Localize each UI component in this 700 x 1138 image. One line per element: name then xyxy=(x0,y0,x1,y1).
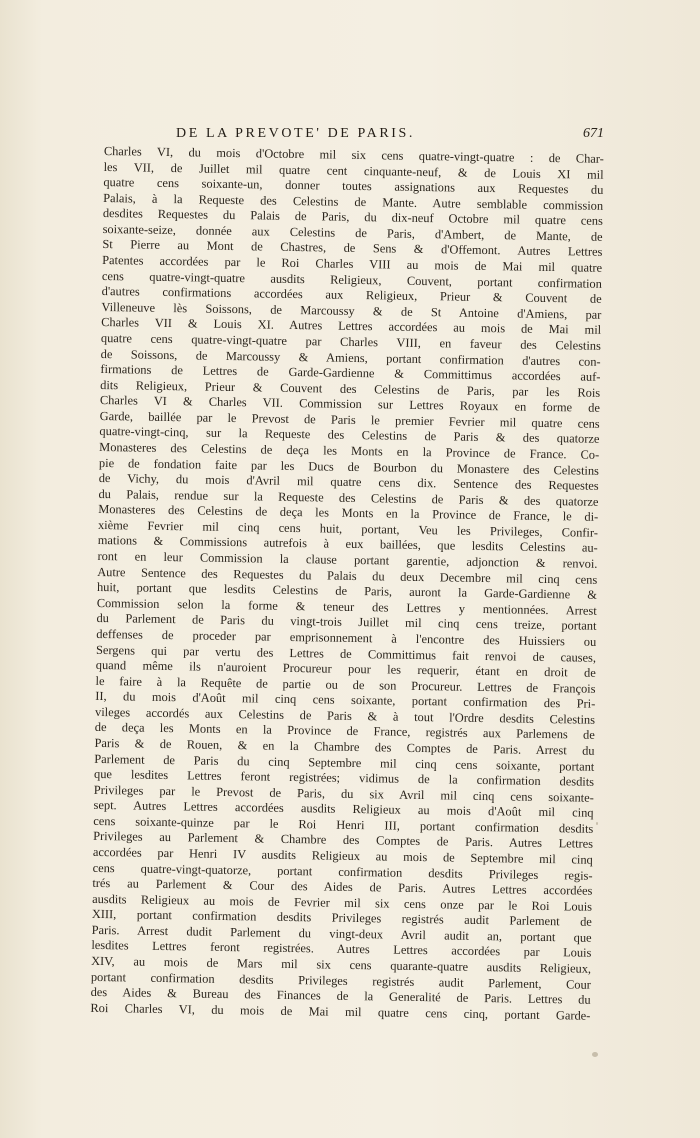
text-line: pie de fondation faite par les Ducs de Bourbon du Monastere des Celestins xyxy=(98,455,600,478)
text-line: de Vichy, du mois d'Avril mil quatre cens dix. Sentence des Requestes xyxy=(98,471,599,493)
text-line: vileges accordés aux Celestins de Paris & à tout l'Ordre desdits Celestins xyxy=(94,704,596,727)
text-line: Garde, baillée par le Prevost de Paris le premier Fevrier mil quatre cens xyxy=(99,408,600,431)
text-line: XIII, portant confirmation desdits Privileges registrés audit Parlement de xyxy=(91,907,592,930)
text-line: cens quatre-vingt-quatorze, portant confirmation desdits Privileges regis- xyxy=(92,860,593,883)
text-line: cens soixante-quinze par le Roi Henri III, portant confirmation desdits xyxy=(93,813,594,836)
text-line: ausdits Religieux au mois de Fevrier mil six cens onze par le Roi Louis xyxy=(92,891,593,914)
text-line: quatre cens quatre-vingt-quatre par Charles VIII, en faveur des Celestins xyxy=(100,330,602,353)
text-line: huit, portant que lesdits Celestins de Paris, auront la Garde-Gardienne & xyxy=(96,580,598,602)
text-line: Autre Sentence des Requestes du Palais du deux Decembre mil cinq cens xyxy=(97,564,598,587)
text-line: xième Fevrier mil cinq cens huit, portant, Veu les Privileges, Confir- xyxy=(97,517,599,540)
text-line: Charles VII & Louis XI. Autres Lettres accordées au mois de Mai mil xyxy=(101,315,602,338)
text-line: XIV, au mois de Mars mil six cens quarante-quatre ausdits Religieux, xyxy=(91,953,592,976)
text-line: Villeneuve lès Soissons, de Marcoussy & de St Antoine d'Amiens, par xyxy=(101,299,602,322)
paper-stain xyxy=(592,1052,598,1057)
text-line: deffenses de proceder par emprisonnement à l'encontre des Huissiers ou xyxy=(96,626,597,649)
text-line: portant confirmation desdits Privileges registrés audit Parlement, Cour xyxy=(90,969,591,992)
text-line: Monasteres des Celestins de deça les Monts en la Province de France. Co- xyxy=(99,439,600,462)
text-line: Commission selon la forme & teneur des Lettres y mentionnées. Arrest xyxy=(96,595,597,618)
text-line: trés au Parlement & Cour des Aides de Paris. Autres Lettres accordées xyxy=(92,876,593,898)
running-title: DE LA PREVOTE' DE PARIS. xyxy=(176,126,416,141)
text-line: II, du mois d'Août mil cinq cens soixante, portant confirmation des Pri- xyxy=(95,689,596,712)
text-line: Roi Charles VI, du mois de Mai mil quatre cens cinq, portant Garde- xyxy=(90,1000,591,1023)
text-line: quatre cens soixante-un, donner toutes assignations aux Requestes du xyxy=(103,175,604,198)
text-line: Sergens qui par vertu des Lettres de Committimus fait renvoi de causes, xyxy=(95,642,597,665)
text-line: de deça les Monts en la Province de France, registrés aux Parlemens de xyxy=(94,720,595,743)
text-line: des Aides & Bureau des Finances de la Generalité de Paris. Lettres du xyxy=(90,985,591,1007)
text-line: Monasteres des Celestins de deça les Monts en la Province de France, le di- xyxy=(98,502,599,525)
text-line: de Soissons, de Marcoussy & Amiens, portant confirmation d'autres con- xyxy=(100,346,601,369)
text-line: Charles VI, du mois d'Octobre mil six cens quatre-vingt-quatre : de Char- xyxy=(103,144,604,166)
text-line: du Palais, rendue sur la Requeste des Celestins de Paris & des quatorze xyxy=(98,486,599,509)
text-line: Paris & de Rouen, & en la Chambre des Comptes de Paris. Arrest du xyxy=(94,735,595,758)
text-line: les VII, de Juillet mil quatre cent cinquante-neuf, & de Louis XI mil xyxy=(103,159,604,182)
text-line: firmations de Lettres de Garde-Gardienne & Committimus accordées auf- xyxy=(100,362,601,384)
text-line: Charles VI & Charles VII. Commission sur Lettres Royaux en forme de xyxy=(99,393,601,416)
body-text xyxy=(90,144,604,1024)
text-line: St Pierre au Mont de Chastres, de Sens & d'Offemont. Autres Lettres xyxy=(102,237,603,260)
text-line: lesdites Lettres feront registrées. Autres Lettres accordées par Louis xyxy=(91,938,592,961)
text-line: ront en leur Commission la clause portant garentie, adjonction & renvoi. xyxy=(97,548,598,571)
text-line: soixante-seize, donnée aux Celestins de Paris, d'Ambert, de Mante, de xyxy=(102,221,603,244)
text-line: Palais, à la Requeste des Celestins de Mante. Autre semblable commission xyxy=(103,190,604,213)
page-number: 671 xyxy=(583,126,604,141)
text-line: du Parlement de Paris du vingt-trois Juillet mil cinq cens treize, portant xyxy=(96,611,597,634)
text-line: d'autres confirmations accordées aux Religieux, Prieur & Couvent de xyxy=(101,284,602,307)
text-line: Paris. Arrest dudit Parlement du vingt-deux Avril audit an, portant que xyxy=(91,922,592,945)
text-line: mations & Commissions autrefois à eux baillées, que lesdits Celestins au- xyxy=(97,533,598,556)
text-line: accordées par Henri IV ausdits Religieux au mois de Septembre mil cinq xyxy=(92,844,593,867)
text-line: sept. Autres Lettres accordées ausdits Religieux au mois d'Août mil cinq xyxy=(93,798,594,821)
text-line: quatre-vingt-cinq, sur la Requeste des Celestins de Paris & des quatorze xyxy=(99,424,600,447)
text-line: cens quatre-vingt-quatre ausdits Religieux, Couvent, portant confirmation xyxy=(101,268,602,291)
text-line: que lesdites Lettres feront registrées; vidimus de la confirmation desdits xyxy=(93,767,595,789)
text-line: Patentes accordées par le Roi Charles VIII au mois de Mai mil quatre xyxy=(102,253,603,275)
text-line: quand même ils n'auroient Procureur pour les requerir, étant en droit de xyxy=(95,658,596,680)
paper-stain xyxy=(596,822,598,825)
text-line: Privileges au Parlement & Chambre des Comptes de Paris. Autres Lettres xyxy=(93,829,594,852)
text-line: le faire à la Requête de partie ou de son Procureur. Lettres de François xyxy=(95,673,596,696)
text-line: Parlement de Paris du cinq Septembre mil cinq cens soixante, portant xyxy=(94,751,595,774)
text-line: dits Religieux, Prieur & Couvent des Celestins de Paris, par les Rois xyxy=(100,377,601,400)
text-line: desdites Requestes du Palais de Paris, du dix-neuf Octobre mil quatre cens xyxy=(102,206,603,229)
text-line: Privileges par le Prevost de Paris, du six Avril mil cinq cens soixante- xyxy=(93,782,594,805)
